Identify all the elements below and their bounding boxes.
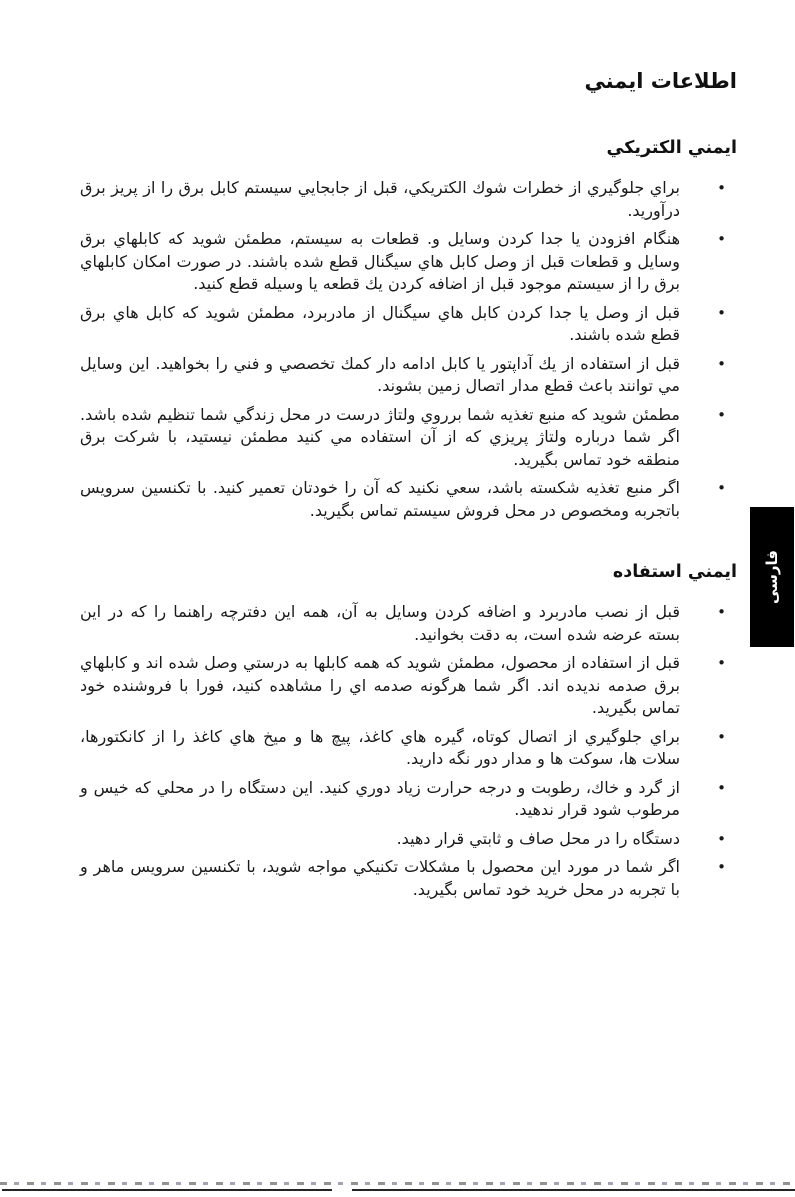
list-item: • اگر منبع تغذيه شكسته باشد، سعي نكنيد كه آن را خودتان تعمير كنيد. با تكنسين سرويس باتجربه ومخصوص در محل فروش سيستم تماس بگيريد. <box>80 477 680 522</box>
list-item: • قبل از استفاده از يك آداپتور يا كابل ادامه دار كمك تخصصي و فني را بخواهيد. اين وسايل مي توانند باعث قطع مدار اتصال زمين بشوند. <box>80 353 680 398</box>
usage-safety-list <box>58 601 737 901</box>
bottom-scan-artifact-line-right <box>352 1189 795 1191</box>
language-tab-label: فارسی <box>763 549 781 605</box>
list-item: • اگر شما در مورد اين محصول با مشكلات تكنيكي مواجه شويد، با تكنسين سرويس ماهر و با تجربه در محل خريد خود تماس بگيريد. <box>80 856 680 901</box>
section-heading-electrical: ايمني الكتريكي <box>606 138 737 158</box>
section-usage-safety <box>58 558 737 901</box>
list-item: • از گرد و خاك، رطوبت و درجه حرارت زياد دوري كنيد. اين دستگاه را در محلي كه خيس و مرطوب شود قرار ندهيد. <box>80 777 680 822</box>
list-item: • قبل از نصب مادربرد و اضافه كردن وسايل به آن، همه اين دفترچه راهنما را كه در اين بسته عرضه شده است، به دقت بخوانيد. <box>80 601 680 646</box>
list-item: • قبل از استفاده از محصول، مطمئن شويد كه همه كابلها به درستي وصل شده اند و كابلهاي برق صدمه نديده اند. اگر شما هرگونه صدمه اي را مشاهده كنيد، فورا با فروشنده خود تماس بگيريد. <box>80 652 680 720</box>
language-tab-farsi <box>750 507 794 647</box>
list-item: • قبل از وصل يا جدا كردن كابل هاي سيگنال از مادربرد، مطمئن شويد كه كابل هاي برق قطع شده باشند. <box>80 302 680 347</box>
list-item: • براي جلوگيري از خطرات شوك الكتريكي، قبل از جابجايي سيستم كابل برق را از پريز برق درآوريد. <box>80 177 680 222</box>
list-item: • دستگاه را در محل صاف و ثابتي قرار دهيد. <box>80 828 680 851</box>
page-title: اطلاعات ايمني <box>584 69 737 93</box>
electrical-safety-list <box>58 177 737 522</box>
bottom-scan-artifact-line-left <box>2 1189 332 1191</box>
section-electrical-safety <box>58 134 737 522</box>
bottom-scan-artifact-dashes <box>0 1182 795 1185</box>
list-item: • هنگام افزودن يا جدا كردن وسايل و. قطعات به سيستم، مطمئن شويد كه كابلهاي برق وسايل و قطعات قبل از وصل كابل هاي سيگنال قطع شده باشند. در صورت امكان كابلهاي برق را از سيستم موجود قبل از اضافه كردن يك قطعه يا وسيله قطع كنيد. <box>80 228 680 296</box>
section-heading-usage: ايمني استفاده <box>612 562 737 582</box>
page-content <box>58 0 737 907</box>
list-item: • براي جلوگيري از اتصال كوتاه، گيره هاي كاغذ، پيچ ها و ميخ هاي كاغذ را از كانكتورها، سلات ها، سوكت ها و مدار دور نگه داريد. <box>80 726 680 771</box>
list-item: • مطمئن شويد كه منبع تغذيه شما برروي ولتاژ درست در محل زندگي شما تنظيم شده باشد. اگر شما درباره ولتاژ پريزي كه از آن استفاده مي كنيد مطمئن نيستيد، با شركت برق منطقه خود تماس بگيريد. <box>80 404 680 472</box>
